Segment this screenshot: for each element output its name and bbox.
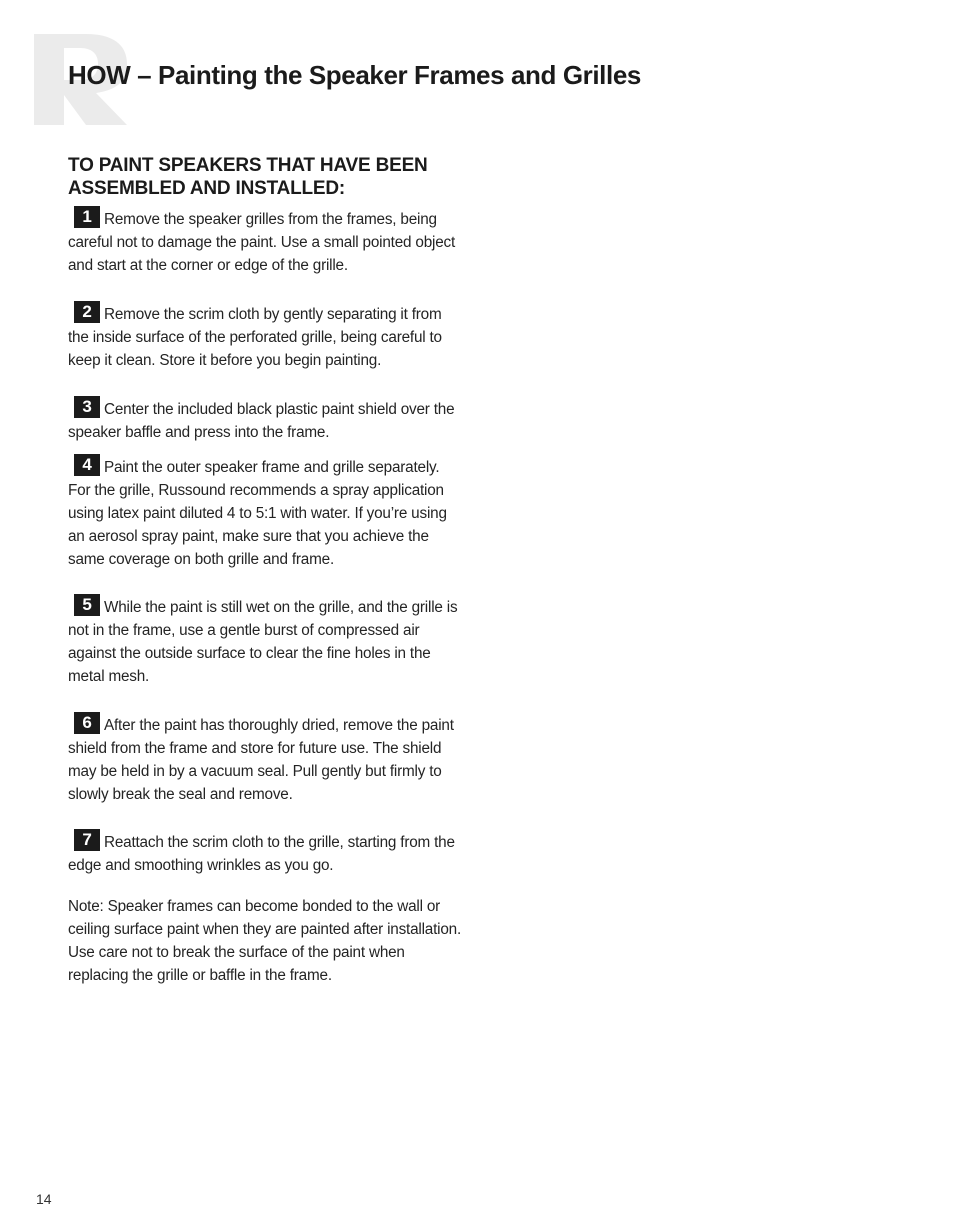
step-text: Remove the scrim cloth by gently separating it from the inside surface of the perforated grille, being careful to keep it clean. Store it before you begin painting. xyxy=(68,306,442,369)
page-title: HOW – Painting the Speaker Frames and Grilles xyxy=(68,60,641,90)
step-3 xyxy=(68,396,464,444)
step-5 xyxy=(68,594,464,688)
step-1 xyxy=(68,206,464,277)
step-7 xyxy=(68,829,464,877)
step-text: While the paint is still wet on the grille, and the grille is not in the frame, use a gentle burst of compressed air against the outside surface to clear the fine holes in the metal mesh. xyxy=(68,599,458,685)
step-number-badge: 2 xyxy=(74,301,100,323)
step-number-badge: 5 xyxy=(74,594,100,616)
step-number-badge: 4 xyxy=(74,454,100,476)
step-number-badge: 3 xyxy=(74,396,100,418)
section-heading: TO PAINT SPEAKERS THAT HAVE BEEN ASSEMBLED AND INSTALLED: xyxy=(68,155,428,199)
step-6 xyxy=(68,712,464,806)
step-text: Reattach the scrim cloth to the grille, starting from the edge and smoothing wrinkles as you go. xyxy=(68,834,455,874)
step-text: Remove the speaker grilles from the frames, being careful not to damage the paint. Use a small pointed object and start at the corner or edge of the grille. xyxy=(68,211,456,274)
step-number-badge: 6 xyxy=(74,712,100,734)
step-4 xyxy=(68,454,464,571)
page-number: 14 xyxy=(36,1191,52,1207)
step-text: After the paint has thoroughly dried, remove the paint shield from the frame and store for future use. The shield may be held in by a vacuum seal. Pull gently but firmly to slowly break the seal and remove. xyxy=(68,717,454,803)
step-2 xyxy=(68,301,464,372)
step-text: Center the included black plastic paint shield over the speaker baffle and press into the frame. xyxy=(68,401,455,441)
step-number-badge: 1 xyxy=(74,206,100,228)
step-text: Paint the outer speaker frame and grille separately. For the grille, Russound recommends a spray application using latex paint diluted 4 to 5:1 with water. If you’re using an aerosol spray paint, make sure that you achieve the same coverage on both grille and frame. xyxy=(68,459,447,568)
step-number-badge: 7 xyxy=(74,829,100,851)
note-paragraph: Note: Speaker frames can become bonded to the wall or ceiling surface paint when they are painted after installation. Use care not to break the surface of the paint when replacing the grille or baffle in the frame. xyxy=(68,898,462,984)
